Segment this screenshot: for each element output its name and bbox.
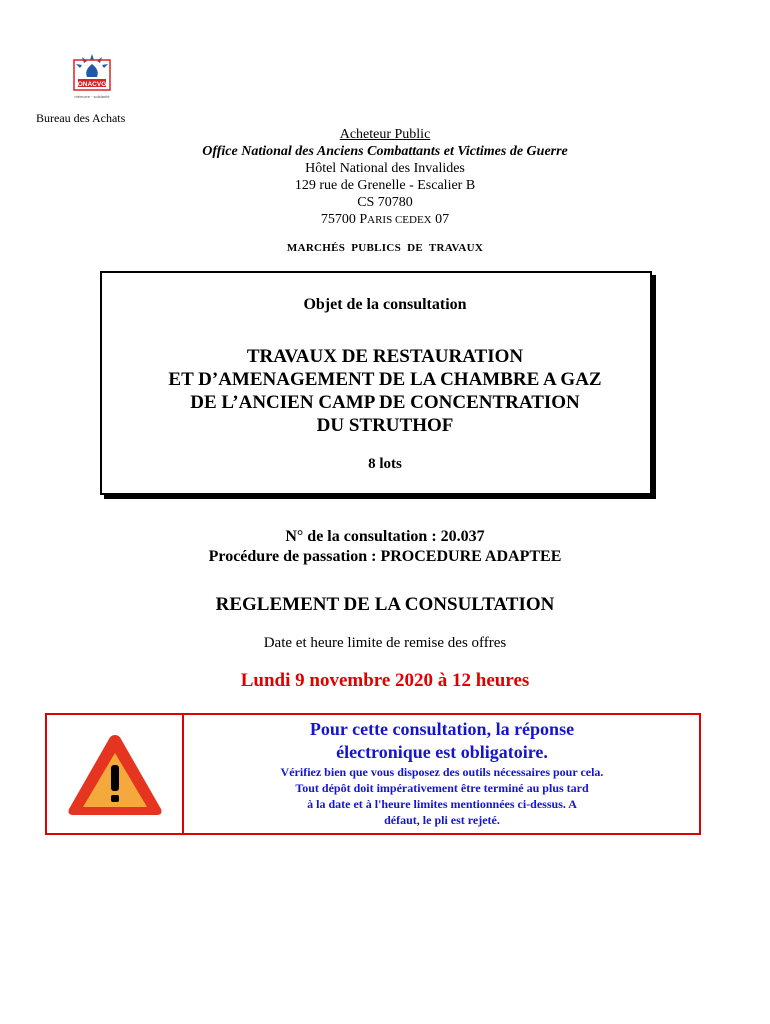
deadline: Lundi 9 novembre 2020 à 12 heures <box>240 670 530 691</box>
objet-title-line: DE L’ANCIEN CAMP DE CONCENTRATION <box>190 392 580 413</box>
cs-number: CS 70780 <box>357 195 413 210</box>
warning-text-line: Tout dépôt doit impérativement être terminé au plus tard <box>295 781 589 795</box>
warning-text-line: à la date et à l'heure limites mentionnées ci-dessus. A <box>307 797 577 811</box>
objet-label: Objet de la consultation <box>303 296 467 313</box>
onacvg-logo <box>68 52 116 102</box>
procedure-line: Procédure de passation : PROCEDURE ADAPTEE <box>208 548 562 565</box>
objet-title-line: ET D’AMENAGEMENT DE LA CHAMBRE A GAZ <box>168 369 602 390</box>
warning-title <box>186 718 698 764</box>
office-name: Office National des Anciens Combattants et Victimes de Guerre <box>202 144 568 159</box>
date-label: Date et heure limite de remise des offres <box>263 635 507 651</box>
warning-divider <box>182 713 184 833</box>
consultation-number: N° de la consultation : 20.037 <box>285 528 485 545</box>
warning-title-line: électronique est obligatoire. <box>336 742 548 762</box>
bureau-label: Bureau des Achats <box>36 111 126 125</box>
city-line: 75700 PARIS CEDEX 07 <box>320 212 450 227</box>
objet-title <box>0 345 770 437</box>
street-address: 129 rue de Grenelle - Escalier B <box>294 178 476 193</box>
warning-text <box>186 764 698 828</box>
warning-text-line: défaut, le pli est rejeté. <box>384 813 500 827</box>
objet-title-line: DU STRUTHOF <box>316 415 454 436</box>
warning-title-line: Pour cette consultation, la réponse <box>309 719 575 739</box>
marches-heading: MARCHÉS PUBLICS DE TRAVAUX <box>286 242 484 254</box>
lots-count: 8 lots <box>368 456 402 472</box>
logo-wordmark: ONACVG <box>77 81 107 88</box>
objet-title-line: TRAVAUX DE RESTAURATION <box>246 346 524 367</box>
acheteur-label: Acheteur Public <box>339 127 431 142</box>
warning-triangle-icon <box>63 729 167 821</box>
warning-text-line: Vérifiez bien que vous disposez des outils nécessaires pour cela. <box>280 765 604 779</box>
logo-tagline: mémoire · solidarité <box>74 94 110 99</box>
hotel-name: Hôtel National des Invalides <box>305 161 465 176</box>
reglement-heading: REGLEMENT DE LA CONSULTATION <box>215 594 555 615</box>
